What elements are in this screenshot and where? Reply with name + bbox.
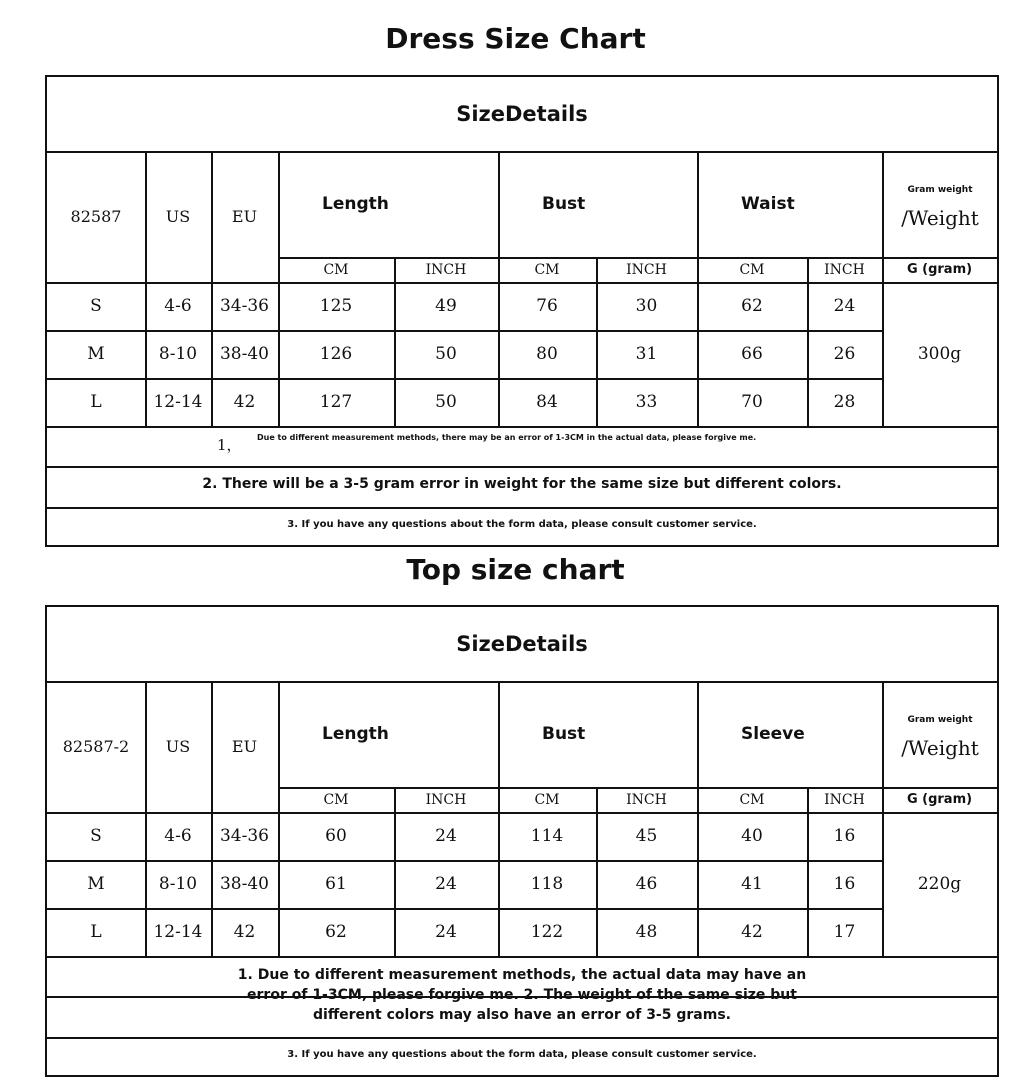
unit-header: INCH — [425, 791, 467, 808]
size-details-heading: SizeDetails — [456, 102, 588, 126]
measurement-cell: 24 — [435, 874, 457, 894]
measurement-cell: 42 — [741, 922, 763, 942]
measurement-cell: 40 — [741, 826, 763, 846]
weight-label: /Weight — [901, 736, 979, 760]
note-1-number: 1， — [217, 436, 242, 454]
product-code: 82587 — [70, 207, 122, 226]
measurement-cell: 24 — [435, 826, 457, 846]
unit-header: CM — [323, 791, 349, 808]
measurement-cell: 84 — [536, 392, 558, 412]
measurement-cell: 122 — [530, 922, 564, 942]
measurement-cell: 16 — [833, 826, 856, 846]
measurement-cell: 50 — [435, 344, 457, 364]
gram-weight-label: Gram weight — [907, 715, 973, 725]
measurement-cell: 60 — [325, 826, 347, 846]
unit-header: CM — [739, 261, 765, 278]
note-3: 3. If you have any questions about the form data, please consult customer service. — [287, 519, 757, 530]
note-1-2: 1. Due to different measurement methods, the actual data may have an error of 1-3CM, please forgive me. 2. The weight of the same size but different colors may also have an error of 3-5 grams. — [237, 967, 807, 1023]
unit-header: INCH — [824, 791, 865, 808]
top-size-table — [45, 605, 999, 1077]
weight-value: 300g — [917, 344, 962, 364]
measurement-cell: 41 — [741, 874, 763, 894]
measurement-cell: 28 — [833, 392, 856, 412]
measurement-cell: 24 — [833, 296, 856, 316]
group-header: Sleeve — [741, 724, 805, 744]
unit-header: INCH — [626, 261, 667, 278]
note-3: 3. If you have any questions about the form data, please consult customer service. — [287, 1049, 757, 1060]
size-cell: S — [90, 826, 102, 846]
eu-cell: 38-40 — [219, 344, 269, 364]
size-cell: L — [90, 922, 102, 942]
eu-cell: 34-36 — [219, 296, 269, 316]
size-cell: M — [87, 344, 105, 364]
group-header: Bust — [542, 194, 586, 214]
note-1: Due to different measurement methods, there may be an error of 1-3CM in the actual data, please forgive me. — [257, 433, 757, 442]
measurement-cell: 126 — [319, 344, 353, 364]
measurement-cell: 30 — [635, 296, 658, 316]
gram-unit-header: G (gram) — [906, 792, 973, 807]
measurement-cell: 49 — [435, 296, 457, 316]
measurement-cell: 127 — [319, 392, 353, 412]
measurement-cell: 125 — [319, 296, 353, 316]
dress-size-chart-title: Dress Size Chart — [385, 22, 646, 55]
measurement-cell: 62 — [325, 922, 347, 942]
us-cell: 8-10 — [158, 344, 198, 364]
measurement-cell: 50 — [435, 392, 457, 412]
rows-bottom-divider — [47, 426, 997, 428]
group-header: Length — [322, 194, 389, 214]
size-cell: L — [90, 392, 102, 412]
measurement-cell: 70 — [741, 392, 763, 412]
unit-header: CM — [323, 261, 349, 278]
us-cell: 12-14 — [153, 392, 203, 412]
note-divider — [47, 1037, 997, 1039]
gram-weight-label: Gram weight — [907, 185, 973, 195]
measurement-cell: 76 — [536, 296, 558, 316]
measurement-cell: 46 — [635, 874, 658, 894]
eu-header: EU — [231, 737, 258, 756]
us-cell: 12-14 — [153, 922, 203, 942]
dress-size-table — [45, 75, 999, 547]
note-divider — [47, 507, 997, 509]
us-header: US — [165, 207, 191, 226]
us-header: US — [165, 737, 191, 756]
measurement-cell: 16 — [833, 874, 856, 894]
measurement-cell: 26 — [833, 344, 856, 364]
eu-cell: 34-36 — [219, 826, 269, 846]
measurement-cell: 114 — [530, 826, 564, 846]
us-cell: 4-6 — [164, 296, 192, 316]
us-cell: 8-10 — [158, 874, 198, 894]
group-header: Waist — [741, 194, 795, 214]
measurement-cell: 24 — [435, 922, 457, 942]
unit-header: CM — [739, 791, 765, 808]
unit-header: INCH — [626, 791, 667, 808]
top-size-chart-title: Top size chart — [406, 553, 625, 586]
eu-cell: 42 — [233, 392, 256, 412]
product-code: 82587-2 — [62, 737, 130, 756]
group-header: Bust — [542, 724, 586, 744]
measurement-cell: 33 — [635, 392, 658, 412]
size-details-heading: SizeDetails — [456, 632, 588, 656]
unit-header: INCH — [824, 261, 865, 278]
measurement-cell: 45 — [635, 826, 658, 846]
measurement-cell: 48 — [635, 922, 658, 942]
note-2: 2. There will be a 3-5 gram error in weight for the same size but different colors. — [202, 476, 842, 492]
measurement-cell: 62 — [741, 296, 763, 316]
measurement-cell: 80 — [536, 344, 558, 364]
eu-cell: 38-40 — [219, 874, 269, 894]
unit-header: CM — [534, 791, 560, 808]
us-cell: 4-6 — [164, 826, 192, 846]
unit-header: CM — [534, 261, 560, 278]
size-cell: S — [90, 296, 102, 316]
measurement-cell: 66 — [741, 344, 763, 364]
eu-header: EU — [231, 207, 258, 226]
size-cell: M — [87, 874, 105, 894]
unit-header: INCH — [425, 261, 467, 278]
note-divider — [47, 466, 997, 468]
eu-cell: 42 — [233, 922, 256, 942]
measurement-cell: 118 — [530, 874, 564, 894]
measurement-cell: 61 — [325, 874, 347, 894]
measurement-cell: 31 — [635, 344, 658, 364]
gram-unit-header: G (gram) — [906, 262, 973, 277]
group-header: Length — [322, 724, 389, 744]
weight-label: /Weight — [901, 206, 979, 230]
rows-bottom-divider — [47, 956, 997, 958]
measurement-cell: 17 — [833, 922, 856, 942]
weight-value: 220g — [917, 874, 962, 894]
